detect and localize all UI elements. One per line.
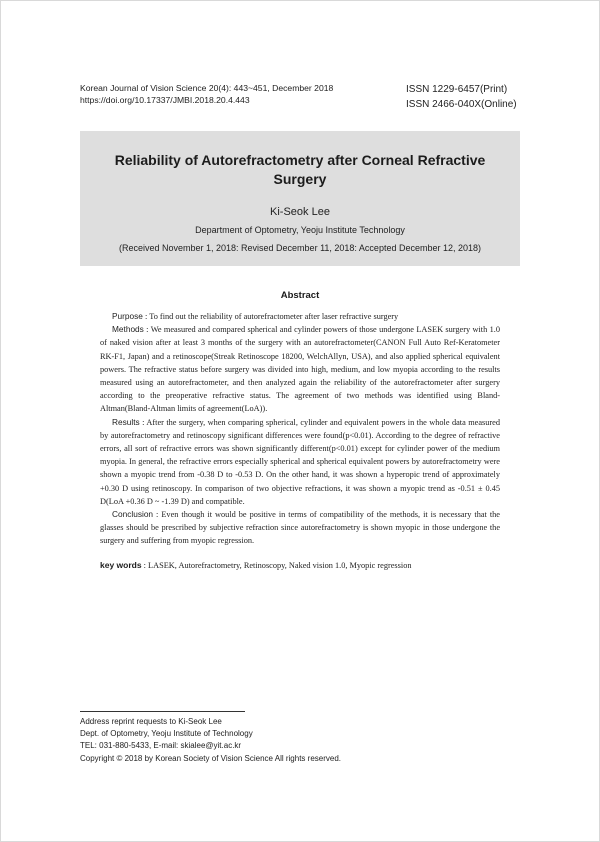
methods-label: Methods [112, 324, 144, 335]
author-affiliation: Department of Optometry, Yeoju Institute Technology [195, 225, 405, 235]
purpose-text: To find out the reliability of autorefractometer after laser refractive surgery [149, 312, 399, 321]
conclusion-label: Conclusion [112, 509, 154, 520]
paper-title-line-1: Reliability of Autorefractometry after Corneal Refractive [114, 152, 486, 168]
footnote-reprint: Address reprint requests to Ki-Seok Lee [80, 717, 222, 726]
footnote-department: Dept. of Optometry, Yeoju Institute of Technology [80, 729, 253, 739]
methods-text: We measured and compared spherical and cylinder powers of those undergone LASEK surgery with 1.0 of naked vision after at least 3 months of the surgery with an autorefractometer(CANON Full Auto Ref-Keratometer RK-F1, Japan) and a retinoscope(Streak Retinoscope 18200, WelchAllyn, USA), and also applied spherical equivalent powers. The refractive status before surgery was divided into high, medium, and low myopia according to the results measured using an autorefractometer, and then analyzed again the reliability of the autorefractometer after surgery according to the preoperative refractive status. The agreement of two methods was identified using Bland-Altman(Bland-Altman limits of agreement(LoA)). [100, 325, 500, 414]
keywords-label: key words [100, 560, 142, 570]
title-box [80, 131, 520, 266]
issn-print: ISSN 1229-6457(Print) [406, 84, 508, 95]
author-name: Ki-Seok Lee [270, 206, 330, 218]
abstract-heading: Abstract [280, 290, 320, 301]
abstract-conclusion: Conclusion : Even though it would be positive in terms of compatibility of the methods, it is necessary that the glasses should be prescribed by subjective refraction since autorefractometry is shown myopic in those undergone the surgery and suffering from myopic regression. [100, 509, 500, 546]
conclusion-text: Even though it would be positive in terms of compatibility of the methods, it is necessary that the glasses should be prescribed by subjective refraction since autorefractometry is shown myopic in those undergone the surgery and suffering from myopic regression. [100, 510, 500, 546]
footnote-copyright: Copyright © 2018 by Korean Society of Vision Science All rights reserved. [80, 753, 341, 763]
received-dates: (Received November 1, 2018: Revised December 11, 2018: Accepted December 12, 2018) [118, 243, 482, 253]
results-label: Results [112, 416, 140, 427]
footnote-divider [80, 711, 245, 712]
abstract-purpose: Purpose : To find out the reliability of autorefractometer after laser refractive surgery [112, 311, 399, 321]
footnotes [80, 716, 341, 765]
doi-link[interactable]: https://doi.org/10.17337/JMBI.2018.20.4.443 [80, 95, 250, 105]
journal-header [80, 82, 333, 106]
purpose-label: Purpose [112, 311, 143, 321]
keywords-line: key words : LASEK, Autorefractometry, Retinoscopy, Naked vision 1.0, Myopic regression [100, 560, 412, 570]
issn-block [406, 82, 517, 112]
paper-title-line-2: Surgery [273, 171, 327, 187]
keywords-values: LASEK, Autorefractometry, Retinoscopy, Naked vision 1.0, Myopic regression [148, 561, 412, 570]
paper-title [80, 151, 520, 189]
results-text: After the surgery, when comparing spherical, cylinder and equivalent powers in the whole data measured by autorefractometry and retinoscopy significant differences were found(p<0.01). According to the degree of refractive errors, all sort of refractive errors was shown significantly different(p<0.01) except for cylinder power of the medium myopia. In general, the refractive errors especially spherical and spherical equivalent powers by autorefractometry were shown a myopic trend from -0.38 D to -0.53 D. On the other hand, it was shown a hyperopic trend of approximately +0.30 D using retinoscopy. In comparison of two objective refractions, it was shown a myopic trend as -0.51 ± 0.45 D(LoA +0.36 D ~ -1.39 D) and compatible. [100, 417, 500, 506]
abstract-body [100, 310, 500, 548]
issn-online: ISSN 2466-040X(Online) [406, 99, 517, 110]
journal-citation: Korean Journal of Vision Science 20(4): 443~451, December 2018 [80, 83, 334, 93]
abstract-methods: Methods : We measured and compared spherical and cylinder powers of those undergone LASEK surgery with 1.0 of naked vision after at least 3 months of the surgery with an autorefractometer(CANON Full Auto Ref-Keratometer RK-F1, Japan) and a retinoscope(Streak Retinoscope 18200, WelchAllyn, USA), and also applied spherical equivalent powers. The refractive status before surgery was divided into high, medium, and low myopia according to the results measured using an autorefractometer, and then analyzed again the reliability of the autorefractometer after surgery according to the preoperative refractive status. The agreement of two methods was identified using Bland-Altman(Bland-Altman limits of agreement(LoA)). [100, 324, 500, 414]
footnote-contact: TEL: 031-880-5433, E-mail: skialee@yit.ac.kr [80, 741, 242, 751]
abstract-results: Results : After the surgery, when comparing spherical, cylinder and equivalent powers in the whole data measured by autorefractometry and retinoscopy significant differences were found(p<0.01). According to the degree of refractive errors, all sort of refractive errors was shown significantly different(p<0.01) except for cylinder power of the medium myopia. In general, the refractive errors especially spherical and spherical equivalent powers by autorefractometry were shown a myopic trend from -0.38 D to -0.53 D. On the other hand, it was shown a hyperopic trend of approximately +0.30 D using retinoscopy. In comparison of two objective refractions, it was shown a myopic trend as -0.51 ± 0.45 D(LoA +0.36 D ~ -1.39 D) and compatible. [100, 416, 500, 506]
